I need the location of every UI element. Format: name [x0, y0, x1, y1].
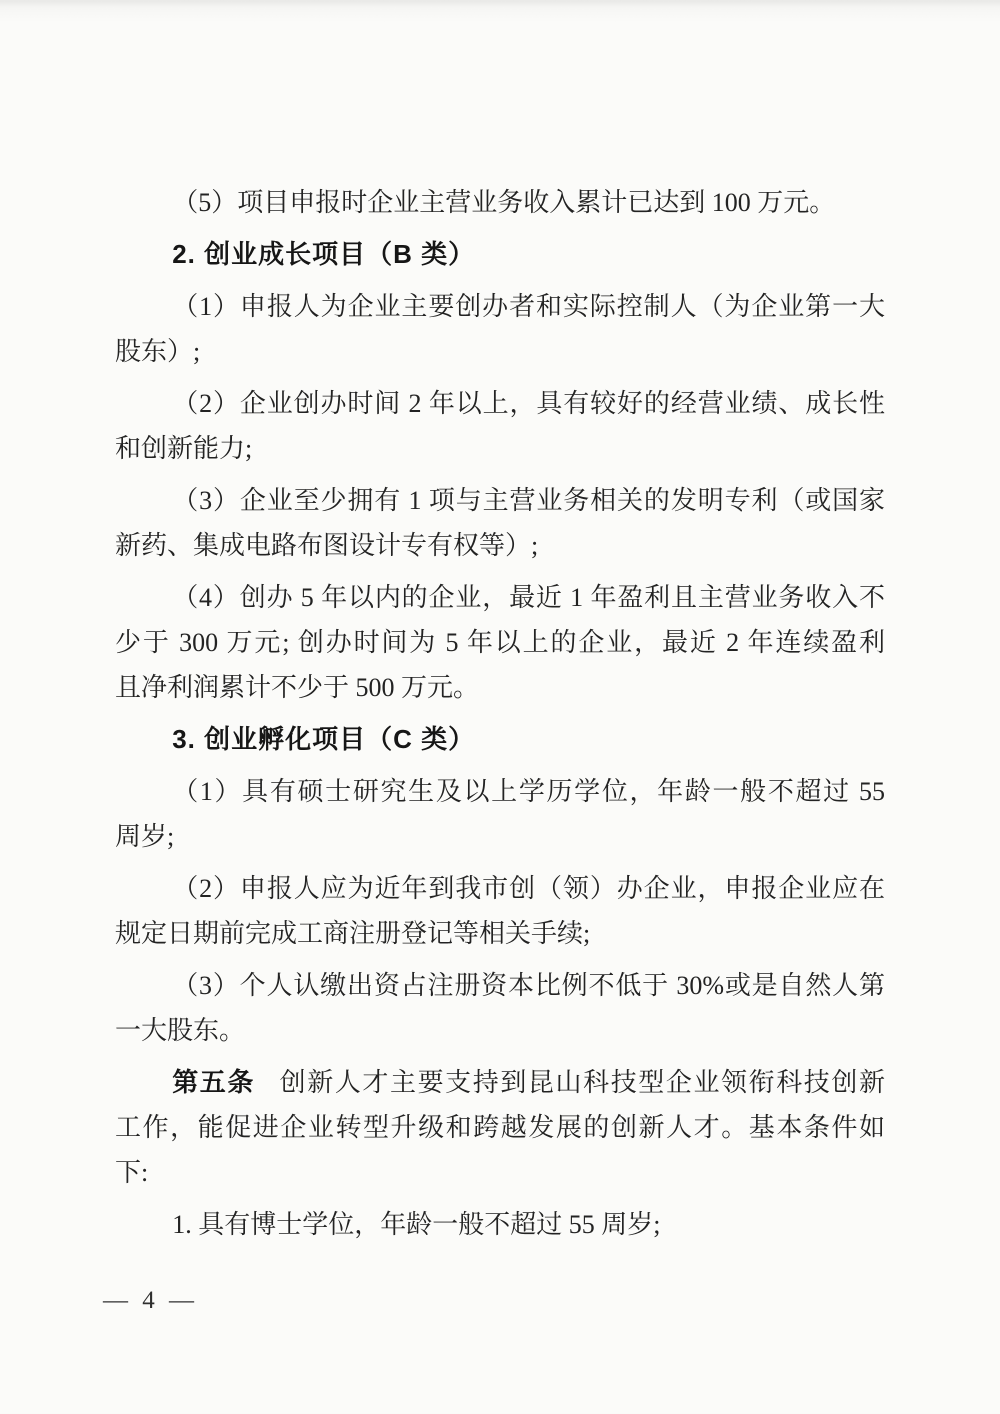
text-line: 一大股东。: [115, 1016, 246, 1045]
section-heading: [115, 717, 885, 762]
document-body: [115, 180, 885, 1254]
text-line: （5）项目申报时企业主营业务收入累计已达到 100 万元。: [172, 188, 836, 217]
article-number: 第五条: [172, 1067, 255, 1097]
text-line: 1. 具有博士学位，年龄一般不超过 55 周岁;: [172, 1210, 661, 1239]
heading-line: 3. 创业孵化项目（C 类）: [172, 724, 476, 754]
page-number: — 4 —: [103, 1287, 198, 1314]
paragraph: [115, 180, 885, 225]
text-line: 且净利润累计不少于 500 万元。: [115, 673, 480, 702]
text-line: 和创新能力;: [115, 434, 253, 463]
paragraph: [115, 478, 885, 568]
text-line: 少于 300 万元; 创办时间为 5 年以上的企业，最近 2 年连续盈利: [115, 628, 885, 657]
text-line: 下:: [115, 1158, 149, 1187]
paragraph: [115, 284, 885, 374]
paragraph: [115, 866, 885, 956]
article-paragraph: [115, 1060, 885, 1195]
text-line: [115, 1060, 885, 1105]
text-line: （1）申报人为企业主要创办者和实际控制人（为企业第一大: [172, 292, 885, 321]
paragraph: [115, 1202, 885, 1247]
text-line: 规定日期前完成工商注册登记等相关手续;: [115, 919, 591, 948]
text-line: 新药、集成电路布图设计专有权等）;: [115, 531, 539, 560]
text-line: （3）企业至少拥有 1 项与主营业务相关的发明专利（或国家: [172, 486, 885, 515]
paragraph: [115, 381, 885, 471]
text-line: （2）企业创办时间 2 年以上，具有较好的经营业绩、成长性: [172, 389, 885, 418]
text-line: （1）具有硕士研究生及以上学历学位，年龄一般不超过 55: [172, 777, 885, 806]
paragraph: [115, 769, 885, 859]
text-line: （3）个人认缴出资占注册资本比例不低于 30%或是自然人第: [172, 971, 885, 1000]
text-line: （2）申报人应为近年到我市创（领）办企业，申报企业应在: [172, 874, 885, 903]
paragraph: [115, 963, 885, 1053]
text-line: （4）创办 5 年以内的企业，最近 1 年盈利且主营业务收入不: [172, 583, 885, 612]
section-heading: [115, 232, 885, 277]
text-line: 周岁;: [115, 822, 175, 851]
text-line: 工作，能促进企业转型升级和跨越发展的创新人才。基本条件如: [115, 1113, 885, 1142]
paragraph: [115, 575, 885, 710]
heading-line: 2. 创业成长项目（B 类）: [172, 239, 476, 269]
article-text: 创新人才主要支持到昆山科技型企业领衔科技创新: [279, 1068, 885, 1097]
text-line: 股东）;: [115, 337, 201, 366]
